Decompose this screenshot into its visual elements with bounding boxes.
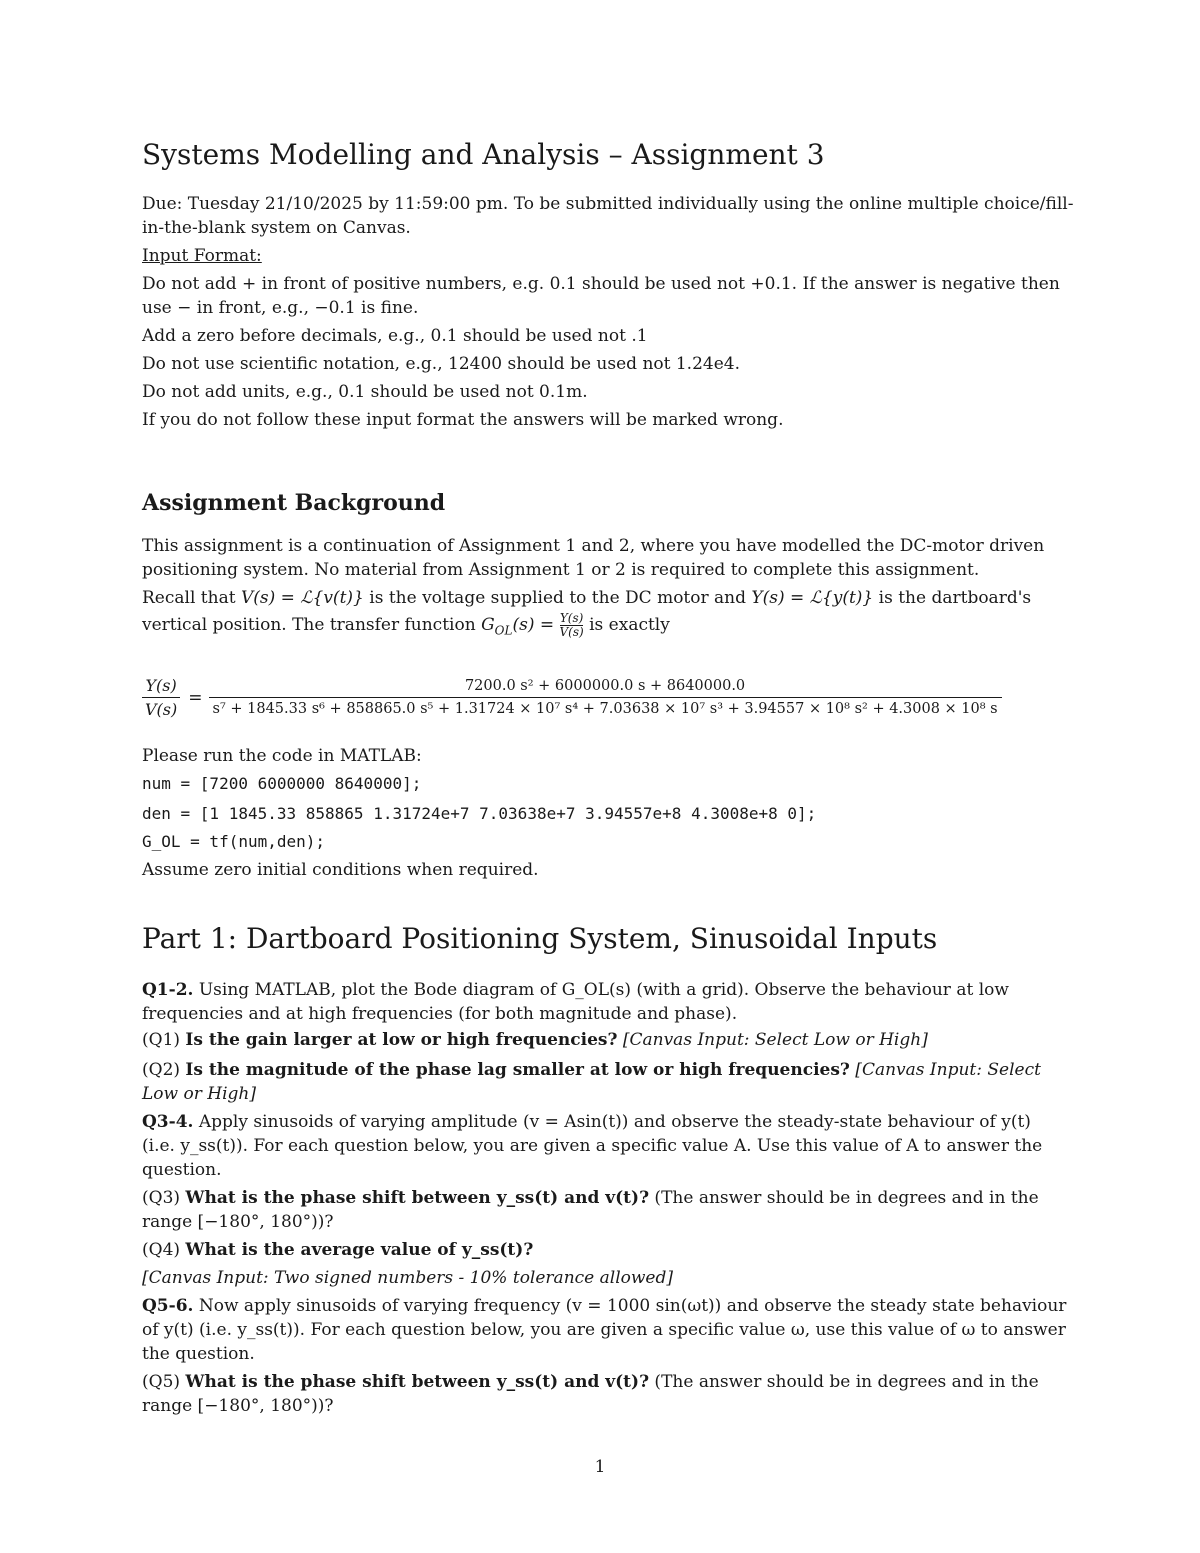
recall-text-c: is the dartboard's [873, 588, 1032, 608]
recall-v-math: V(s) = ℒ{v(t)} [240, 588, 364, 608]
q12-text: Using MATLAB, plot the Bode diagram of G_OL(s) (with a grid). Observe the behaviour at low [193, 980, 1009, 1000]
q34-line-1 [142, 1110, 1031, 1134]
recall-line [142, 586, 1031, 610]
input-format-heading: Input Format: [142, 246, 262, 266]
equation-lhs-num: Y(s) [142, 676, 179, 698]
q12-line-1 [142, 978, 1009, 1002]
input-rule-1a: Do not add + in front of positive numbers, e.g. 0.1 should be used not +0.1. If the answer is negative then [142, 274, 1060, 294]
q2-canvas-input-b: Low or High] [142, 1084, 256, 1104]
q34-label: Q3-4. [142, 1112, 194, 1132]
assume-zero-ic: Assume zero initial conditions when required. [142, 860, 539, 880]
q56-label: Q5-6. [142, 1296, 194, 1316]
tf-text-a: vertical position. The transfer function [142, 615, 482, 635]
matlab-code-den: den = [1 1845.33 858865 1.31724e+7 7.03638e+7 3.94557e+8 4.3008e+8 0]; [142, 804, 817, 823]
equation-rhs [211, 678, 1000, 717]
input-rule-2: Add a zero before decimals, e.g., 0.1 should be used not .1 [142, 326, 648, 346]
due-line-2: in-the-blank system on Canvas. [142, 218, 411, 238]
q56-line-1 [142, 1294, 1066, 1318]
part1-heading: Part 1: Dartboard Positioning System, Sinusoidal Inputs [142, 922, 938, 955]
q1-label: (Q1) [142, 1030, 186, 1050]
q5-note-b: range [−180°, 180°))? [142, 1396, 334, 1416]
q5-label: (Q5) [142, 1372, 186, 1392]
q4-question: What is the average value of y_ss(t)? [185, 1240, 534, 1260]
input-rule-1b: use − in front, e.g., −0.1 is fine. [142, 298, 419, 318]
tf-s-eq: (s) = [512, 615, 560, 635]
q5-question: What is the phase shift between y_ss(t) and v(t)? [185, 1372, 650, 1392]
q3-note-b: range [−180°, 180°))? [142, 1212, 334, 1232]
q1-line [142, 1028, 928, 1052]
q2-canvas-input-a: [Canvas Input: Select [849, 1060, 1041, 1080]
equation-rhs-den: s⁷ + 1845.33 s⁶ + 858865.0 s⁵ + 1.31724 × 10⁷ s⁴ + 7.03638 × 10⁷ s³ + 3.94557 × 10⁸ s² + 4.3008 × 10⁸ s [212, 701, 998, 717]
page-title: Systems Modelling and Analysis – Assignment 3 [142, 138, 825, 171]
q34-text: Apply sinusoids of varying amplitude (v = Asin(t)) and observe the steady-state behaviour of y(t) [193, 1112, 1031, 1132]
q5-line-1 [142, 1370, 1039, 1394]
tf-inline-num: Y(s) [559, 611, 584, 625]
q56-text: Now apply sinusoids of varying frequency (v = 1000 sin(ωt)) and observe the steady state behaviour [193, 1296, 1067, 1316]
q1-canvas-input: [Canvas Input: Select Low or High] [617, 1030, 928, 1050]
equation-lhs [142, 676, 180, 719]
q4-label: (Q4) [142, 1240, 186, 1260]
background-para-line-1: This assignment is a continuation of Assignment 1 and 2, where you have modelled the DC-motor driven [142, 536, 1045, 556]
matlab-code-tf: G_OL = tf(num,den); [142, 832, 326, 851]
matlab-intro: Please run the code in MATLAB: [142, 746, 422, 766]
input-rule-5: If you do not follow these input format the answers will be marked wrong. [142, 410, 784, 430]
q1-question: Is the gain larger at low or high frequencies? [185, 1030, 618, 1050]
recall-text-b: is the voltage supplied to the DC motor and [363, 588, 752, 608]
transfer-function-equation [142, 676, 1092, 719]
recall-text-a: Recall that [142, 588, 241, 608]
q12-line-2: frequencies and at high frequencies (for both magnitude and phase). [142, 1004, 738, 1024]
tf-inline-den: V(s) [559, 625, 584, 639]
tf-g-subscript: OL [494, 623, 513, 638]
q3-note-a: (The answer should be in degrees and in the [649, 1188, 1039, 1208]
tf-g-symbol: G [481, 615, 495, 635]
q56-line-3: the question. [142, 1344, 255, 1364]
page-number: 1 [594, 1457, 606, 1477]
q2-label: (Q2) [142, 1060, 186, 1080]
q34-line-2: (i.e. y_ss(t)). For each question below, you are given a specific value A. Use this value of A to answer the [142, 1136, 1043, 1156]
matlab-code-num: num = [7200 6000000 8640000]; [142, 774, 422, 793]
background-heading: Assignment Background [142, 490, 446, 516]
input-rule-4: Do not add units, e.g., 0.1 should be used not 0.1m. [142, 382, 588, 402]
q56-line-2: of y(t) (i.e. y_ss(t)). For each question below, you are given a specific value ω, use this value of ω to answer [142, 1320, 1066, 1340]
canvas-input-note: [Canvas Input: Two signed numbers - 10% tolerance allowed] [142, 1268, 673, 1288]
equation-lhs-den: V(s) [145, 700, 178, 719]
q3-label: (Q3) [142, 1188, 186, 1208]
recall-y-math: Y(s) = ℒ{y(t)} [751, 588, 874, 608]
tf-inline-fraction [560, 612, 584, 639]
q2-line-1 [142, 1058, 1041, 1082]
q34-line-3: question. [142, 1160, 222, 1180]
q5-note-a: (The answer should be in degrees and in the [649, 1372, 1039, 1392]
q3-line-1 [142, 1186, 1039, 1210]
q4-line [142, 1238, 533, 1262]
due-line-1: Due: Tuesday 21/10/2025 by 11:59:00 pm. To be submitted individually using the online multiple choice/fill- [142, 194, 1074, 214]
q3-question: What is the phase shift between y_ss(t) and v(t)? [185, 1188, 650, 1208]
equals-sign: = [188, 687, 203, 708]
background-para-line-2: positioning system. No material from Assignment 1 or 2 is required to complete this assignment. [142, 560, 980, 580]
tf-text-b: is exactly [583, 615, 670, 635]
tf-line [142, 612, 670, 642]
q12-label: Q1-2. [142, 980, 194, 1000]
input-rule-3: Do not use scientific notation, e.g., 12400 should be used not 1.24e4. [142, 354, 740, 374]
q2-question: Is the magnitude of the phase lag smaller at low or high frequencies? [185, 1060, 850, 1080]
equation-rhs-num: 7200.0 s² + 6000000.0 s + 8640000.0 [209, 678, 1002, 698]
